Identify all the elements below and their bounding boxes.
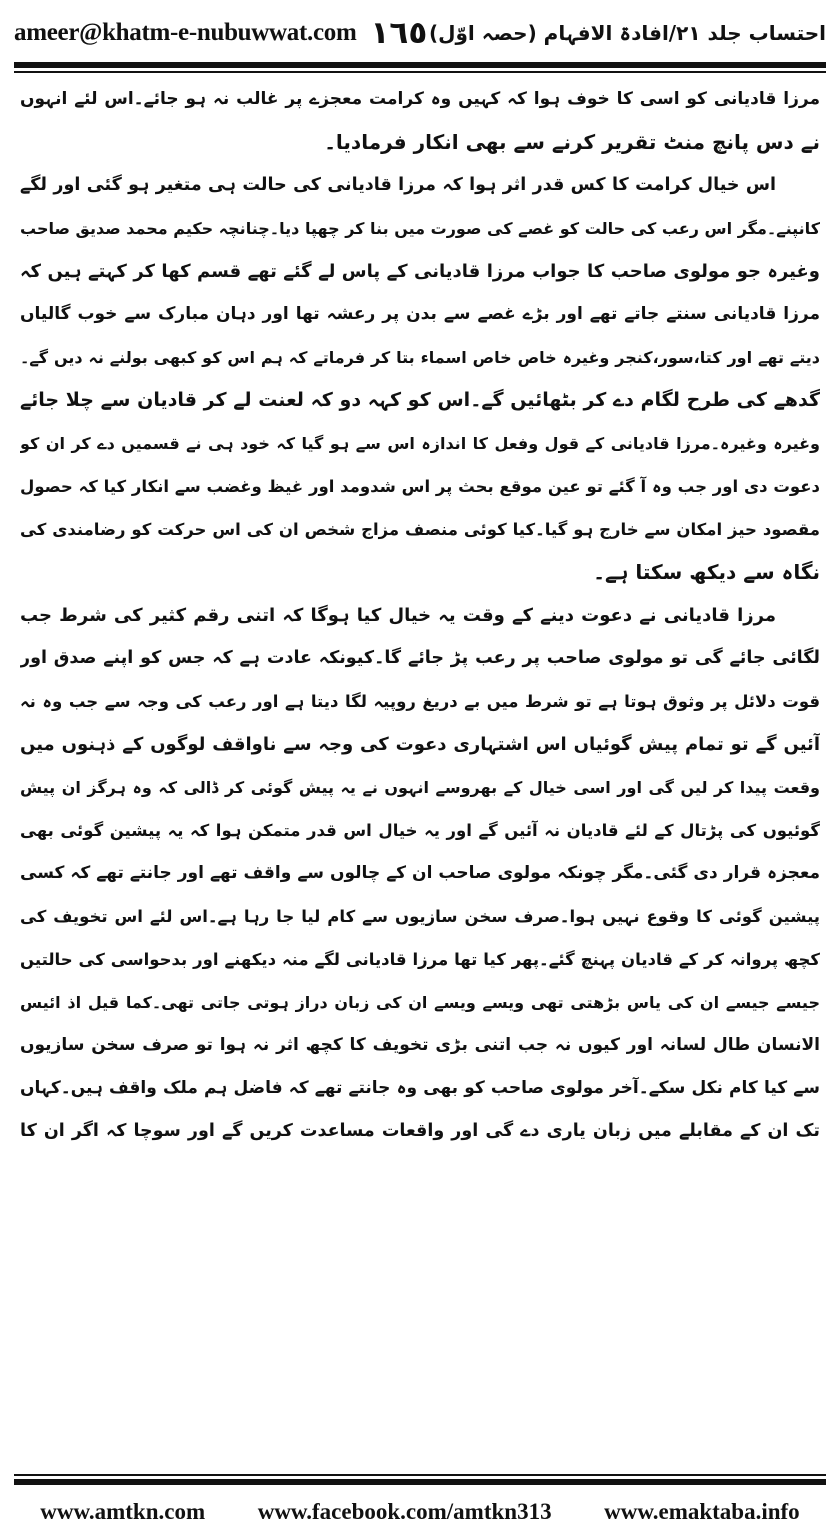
text-line: مقصود حیز امکان سے خارج ہو گیا۔کیا کوئی منصف مزاج شخص ان کی اس حرکت کو رضامندی کی bbox=[20, 520, 820, 539]
text-line: لگائی جائے گی تو مولوی صاحب پر رعب پڑ جائے گا۔کیونکہ عادت ہے کہ جس کو اپنے صدق اور bbox=[20, 648, 820, 668]
text-line: آئیں گے تو تمام پیش گوئیاں اس اشتہاری دعوت کی وجہ سے ناواقف لوگوں کے ذہنوں میں bbox=[20, 734, 820, 755]
footer-rule-thick bbox=[14, 1479, 826, 1485]
text-line: مرزا قادیانی سنتے جاتے تھے اور بڑے غصے سے بدن پر رعشہ تھا اور دہان مبارک سے خوب گالیاں bbox=[20, 304, 820, 324]
book-title: احتساب جلد ۲۱/افادۃ الافہام (حصہ اوّل) bbox=[428, 21, 826, 45]
header-email[interactable]: ameer@khatm-e-nubuwwat.com bbox=[14, 19, 357, 46]
footer-rule-thin bbox=[14, 1474, 826, 1476]
text-line: سے کیا کام نکل سکے۔آخر مولوی صاحب کو بھی وہ جانتے تھے کہ فاضل ہم ملک واقف ہیں۔کہاں bbox=[20, 1078, 820, 1098]
text-line: گوئیوں کی پڑتال کے لئے قادیان نہ آئیں گے اور یہ خیال اس قدر متمکن ہوا کہ یہ پیشین گوئی بھی bbox=[20, 821, 820, 840]
page-number: ١٦٥ bbox=[370, 15, 428, 51]
text-line: نگاہ سے دیکھ سکتا ہے۔ bbox=[593, 560, 820, 584]
text-line: دعوت دی اور جب وہ آ گئے تو عین موقع بحث پر اس شدومد اور غیظ وغضب سے انکار کیا کہ حصول bbox=[20, 477, 820, 496]
page-footer bbox=[14, 1492, 826, 1532]
header-rule-thin bbox=[14, 71, 826, 73]
footer-link-emaktaba[interactable]: www.emaktaba.info bbox=[604, 1499, 800, 1524]
text-line: اس خیال کرامت کا کس قدر اثر ہوا کہ مرزا قادیانی کی حالت ہی متغیر ہو گئی اور لگے bbox=[20, 175, 776, 195]
text-line: مرزا قادیانی کو اسی کا خوف ہوا کہ کہیں وہ کرامت معجزے پر غالب نہ ہو جائے۔اس لئے انہوں bbox=[20, 89, 820, 109]
text-line: دیتے تھے اور کتا،سور،کنجر وغیرہ خاص خاص اسماء بتا کر فرماتے کہ ہم اس کو کبھی بولنے نہ دیں گے۔ bbox=[20, 348, 820, 367]
text-line: وقعت پیدا کر لیں گی اور اسی خیال کے بھروسے انہوں نے یہ پیش گوئی کر ڈالی کہ وہ ہرگز ان پیش bbox=[20, 778, 820, 797]
text-line: وغیرہ جو مولوی صاحب کا جواب مرزا قادیانی کے پاس لے گئے تھے قسم کھا کر کہتے ہیں کہ bbox=[20, 261, 820, 282]
page-header bbox=[14, 8, 826, 58]
body-text bbox=[20, 78, 820, 1468]
text-line: کچھ پروانہ کر کے قادیان پہنچ گئے۔پھر کیا تھا مرزا قادیانی لگے منہ دیکھنے اور بدحواسی کی حالتیں bbox=[20, 950, 820, 969]
text-line: جیسے جیسے ان کی یاس بڑھتی تھی ویسے ویسے ان کی زبان دراز ہوتی جاتی تھی۔کما قیل اذ ائیس bbox=[20, 993, 820, 1012]
header-rule-thick bbox=[14, 62, 826, 68]
text-line: پیشین گوئی کا وقوع نہیں ہوا۔صرف سخن سازیوں سے کام لیا جا رہا ہے۔اس لئے اس تخویف کی bbox=[20, 907, 820, 926]
text-line: نے دس پانچ منٹ تقریر کرنے سے بھی انکار فرمادیا۔ bbox=[324, 130, 820, 154]
text-line: قوت دلائل پر وثوق ہوتا ہے تو شرط میں بے دریغ روپیہ لگا دیتا ہے اور رعب کی وجہ سے جب وہ نہ bbox=[20, 692, 820, 711]
text-line: مرزا قادیانی نے دعوت دینے کے وقت یہ خیال کیا ہوگا کہ اتنی رقم کثیر کی شرط جب bbox=[20, 605, 776, 626]
footer-link-facebook[interactable]: www.facebook.com/amtkn313 bbox=[257, 1499, 552, 1524]
text-line: تک ان کے مقابلے میں زبان یاری دے گی اور واقعات مساعدت کریں گے اور سوچا کہ اگر ان کا bbox=[20, 1121, 820, 1141]
footer-link-amtkn[interactable]: www.amtkn.com bbox=[40, 1499, 206, 1524]
text-line: گدھے کی طرح لگام دے کر بٹھائیں گے۔اس کو کہہ دو کہ لعنت لے کر قادیان سے چلا جائے bbox=[20, 389, 820, 411]
text-line: معجزہ قرار دی گئی۔مگر چونکہ مولوی صاحب ان کے چالوں سے واقف تھے اور جانتے تھے کہ کسی bbox=[20, 863, 820, 883]
text-line: کانپنے۔مگر اس رعب کی حالت کو غصے کی صورت میں بنا کر چھپا دیا۔چنانچہ حکیم محمد صدیق صاحب bbox=[20, 219, 820, 238]
text-line: الانسان طال لسانہ اور کیوں نہ جب اتنی بڑی تخویف کا کچھ اثر نہ ہوا تو صرف سخن سازیوں bbox=[20, 1035, 820, 1055]
text-line: وغیرہ وغیرہ۔مرزا قادیانی کے قول وفعل کا اندازہ اس سے ہو گیا کہ خود ہی نے قسمیں دے کر ان کو bbox=[20, 434, 820, 453]
